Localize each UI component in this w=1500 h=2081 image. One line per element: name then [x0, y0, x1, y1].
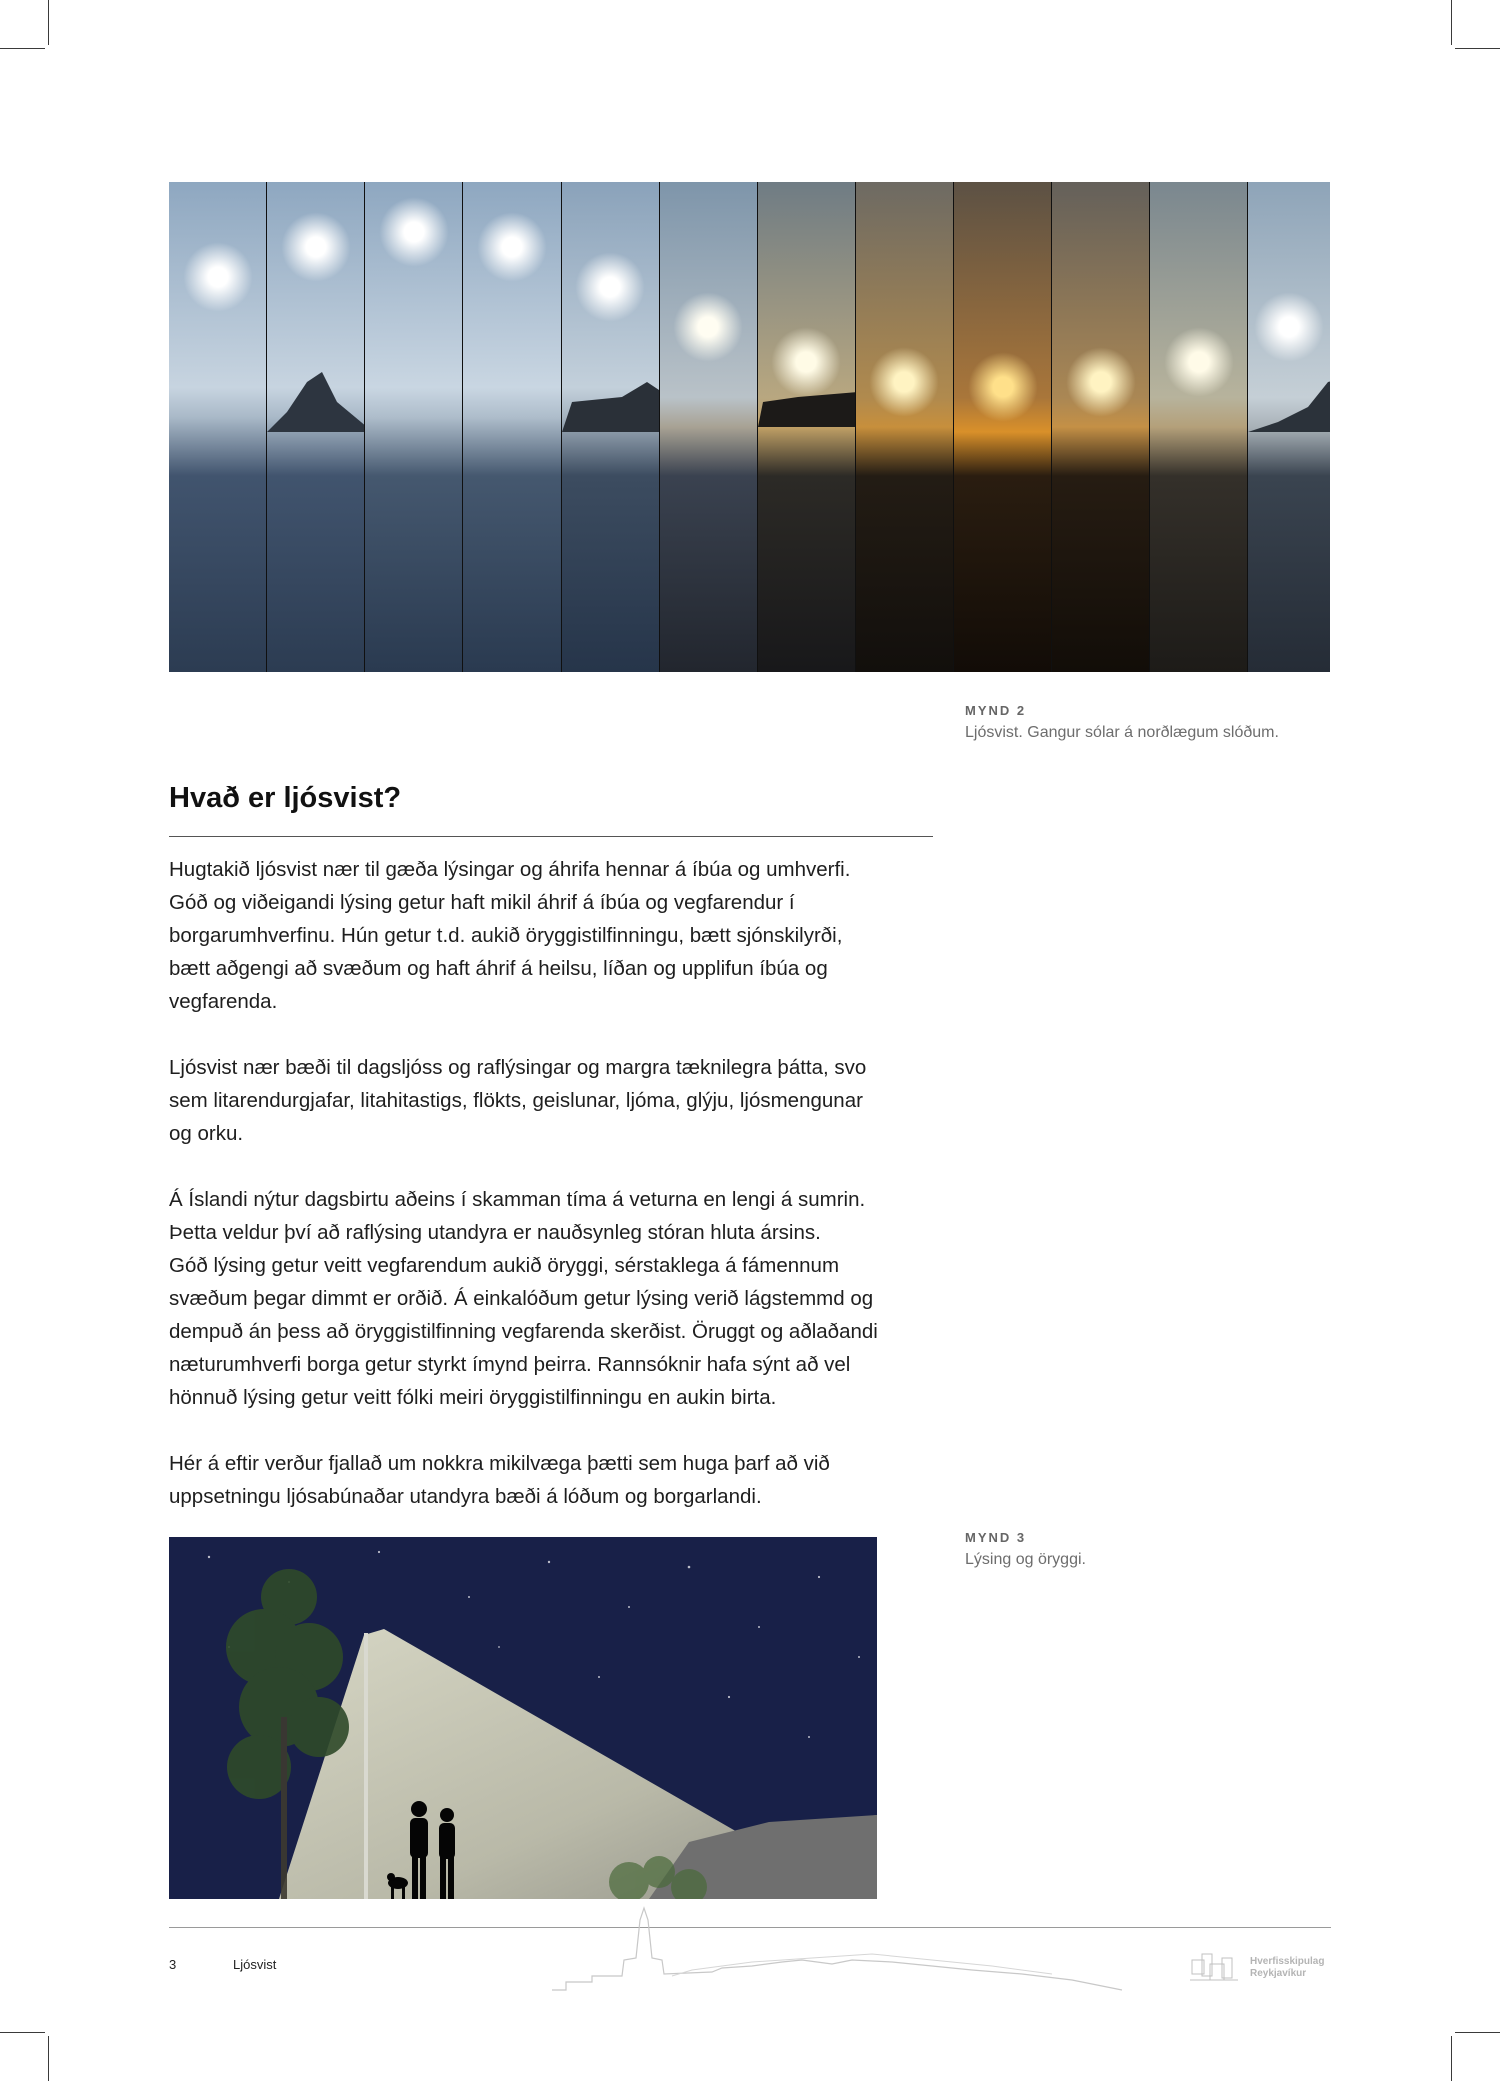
footer-section-title: Ljósvist — [233, 1957, 277, 1972]
figure-3-caption-text: Lýsing og öryggi. — [965, 1551, 1086, 1568]
figure-2-caption — [965, 703, 1279, 742]
crop-mark-top-right-h — [1455, 48, 1500, 49]
crop-mark-top-left-h — [0, 48, 45, 49]
figure-2-label: MYND 2 — [965, 703, 1027, 718]
sun-icon — [869, 347, 939, 417]
panorama-strip — [463, 182, 561, 672]
panorama-strip — [169, 182, 267, 672]
paragraph: Hér á eftir verður fjallað um nokkra mikilvæga þætti sem huga þarf að við uppsetningu ljósabúnaðar utandyra bæði á lóðum og borgarlandi. — [169, 1452, 830, 1508]
lighting-safety-illustration — [169, 1537, 877, 1899]
paragraph: Hugtakið ljósvist nær til gæða lýsingar og áhrifa hennar á íbúa og umhverfi. Góð og viðeigandi lýsing getur haft mikil áhrif á íbúa og vegfarendur í borgarumhverfinu. Hún getur t.d. aukið öryggistilfinningu, bætt sjónskilyrði, bætt aðgengi að svæðum og haft áhrif á heilsu, líðan og upplifun íbúa og vegfarenda. — [169, 858, 851, 1013]
sun-icon — [1164, 327, 1234, 397]
crop-mark-top-right-v — [1451, 0, 1452, 45]
mountain-silhouette — [267, 372, 365, 432]
sun-icon — [477, 212, 547, 282]
crop-mark-bottom-left-h — [0, 2032, 45, 2033]
crop-mark-bottom-left-v — [48, 2036, 49, 2081]
article-body — [169, 853, 949, 1546]
panorama-strip — [1052, 182, 1150, 672]
panorama-strip — [1150, 182, 1248, 672]
crop-mark-top-left-v — [48, 0, 49, 45]
paragraph: Ljósvist nær bæði til dagsljóss og raflýsingar og margra tæknilegra þátta, svo sem litarendurgjafar, litahitastigs, flökts, geislunar, ljóma, glýju, ljósmengunar og orku. — [169, 1056, 867, 1145]
sun-icon — [1066, 347, 1136, 417]
sun-icon — [379, 197, 449, 267]
paragraph: Á Íslandi nýtur dagsbirtu aðeins í skamman tíma á veturna en lengi á sumrin. Þetta veldur því að raflýsing utandyra er nauðsynleg stóran hluta ársins. Góð lýsing getur veitt vegfarendum aukið öryggi, sérstaklega á fámennum svæðum þegar dimmt er orðið. Á einkalóðum getur lýsing verið lágstemmd og dempuð án þess að öryggistilfinning vegfarenda skerðist. Öruggt og aðlaðandi næturumhverfi borga getur styrkt ímynd þeirra. Rannsóknir hafa sýnt að vel hönnuð lýsing getur veitt fólki meiri öryggistilfinningu en aukin birta. — [169, 1188, 878, 1409]
heading-divider — [169, 836, 933, 837]
crop-mark-bottom-right-v — [1451, 2036, 1452, 2081]
sun-icon — [281, 212, 351, 282]
logo-wordmark — [1250, 1956, 1324, 1980]
mountain-silhouette — [1248, 377, 1330, 432]
figure-3-caption — [965, 1530, 1086, 1569]
logo-line-1: Hverfisskipulag — [1250, 1956, 1325, 1967]
logo-icon — [1188, 1950, 1248, 1986]
street-lamp-pole — [364, 1633, 368, 1899]
sun-icon — [183, 242, 253, 312]
night-scene — [169, 1537, 877, 1899]
city-skyline-line-art — [552, 1900, 1132, 1996]
sun-icon — [1254, 292, 1324, 362]
panorama-strip — [365, 182, 463, 672]
panorama-strip — [856, 182, 954, 672]
logo-line-2: Reykjavíkur — [1250, 1968, 1307, 1979]
sun-icon — [968, 352, 1038, 422]
panorama-strip — [1248, 182, 1330, 672]
page-number: 3 — [169, 1957, 177, 1972]
panorama-strip — [660, 182, 758, 672]
crop-mark-bottom-right-h — [1455, 2032, 1500, 2033]
sun-icon — [575, 252, 645, 322]
figure-3-label: MYND 3 — [965, 1530, 1027, 1545]
panorama-strip — [758, 182, 856, 672]
panorama-strip — [954, 182, 1052, 672]
sun-path-panorama-image — [169, 182, 1330, 672]
mountain-silhouette — [562, 382, 660, 432]
sun-icon — [673, 292, 743, 362]
panorama-strip — [267, 182, 365, 672]
section-heading: Hvað er ljósvist? — [169, 782, 402, 814]
panorama-strip — [562, 182, 660, 672]
figure-2-caption-text: Ljósvist. Gangur sólar á norðlægum slóðum. — [965, 724, 1279, 741]
mountain-silhouette — [758, 387, 856, 427]
